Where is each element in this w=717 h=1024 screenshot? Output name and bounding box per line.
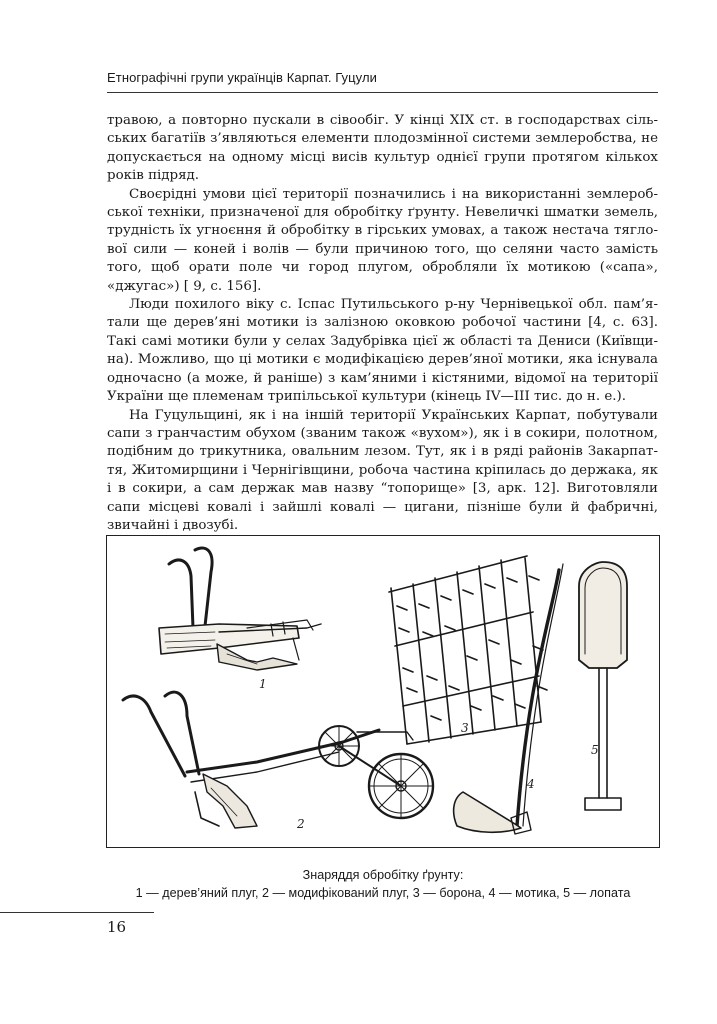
figure-label-1: 1 [259,677,267,691]
figure-label-3: 3 [461,721,469,735]
modified-plough-drawing [123,692,433,828]
shovel-drawing [579,562,627,810]
caption-legend: 1 — дерев’яний плуг, 2 — модифікований плуг, 3 — борона, 4 — мотика, 5 — лопата [135,886,631,900]
paragraph-1: травою, а повторно пускали в сівообіг. У кінці XIX ст. в господарствах сільських багатіїв з’являються елементи плодозмінної системи землеробства, не допускається на одному місці висів культур однієї групи протягом кількох років підряд. [107,113,658,184]
figure-caption [90,866,676,902]
figure-illustration [106,535,660,848]
paragraph-2: Своєрідні умови цієї території позначились і на використанні землеробської техніки, призначеної для обробітку ґрунту. Невеличкі шматки земель, трудність їх угноєння й обробітку в гірських умовах, а також нестача тяглової сили — коней і волів — були причиною того, що селяни часто замість того, щоб орати поле чи город плугом, обробляли їх мотикою («сапа», «джугас») [ 9, с. 156]. [107,186,658,294]
paragraph-4: На Гуцульщині, як і на іншій території Українських Карпат, побутували сапи з гранчастим обухом (званим також «вухом»), як і в сокири, полотном, подібним до трикутника, овальним лезом. Тут, як і в ряді районів Закарпаття, Житомирщини і Чернігівщини, робоча частина кріпилась до держака, як і в сокири, а сам держак мав назву “топорище» [3, арк. 12]. Виготовляли сапи місцеві ковалі і зайшлі ковалі — цигани, пізніше були й фабричні, звичайні і двозубі. [107,407,658,533]
paragraph-3: Люди похилого віку с. Іспас Путильського р-ну Чернівецької обл. пам’ятали ще дерев’яні мотики із залізною оковкою робочої частини [4, с. 63]. Такі самі мотики були у селах Задубрівка цієї ж області та Дениси (Київщина). Можливо, що ці мотики є модифікацією дерев’яної мотики, яка існувала одночасно (а може, й раніше) з кам’яними і кістяними, відомої на території України ще племенам трипільської культури (кінець IV—III тис. до н. е.). [107,297,658,405]
page-number: 16 [107,918,127,936]
harrow-drawing [389,556,547,744]
figure-label-4: 4 [527,777,535,791]
figure-label-5: 5 [591,743,599,757]
figure-label-2: 2 [297,817,305,831]
caption-title: Знаряддя обробітку ґрунту: [302,868,464,882]
body-text [107,112,658,535]
header-rule [107,92,658,93]
running-title: Етнографічні групи українців Карпат. Гуцули [107,70,378,85]
wooden-plough-drawing [159,548,321,670]
footer-rule [0,912,154,913]
